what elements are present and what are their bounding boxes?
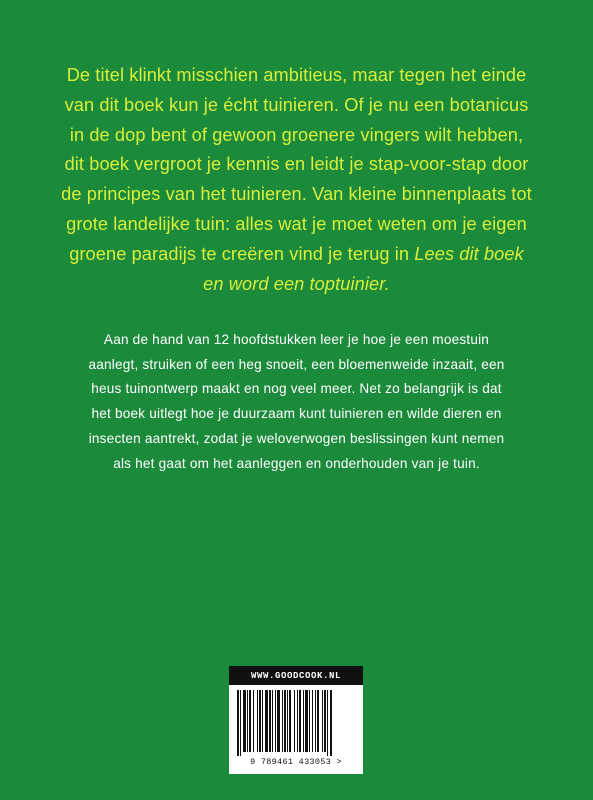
barcode-bar	[322, 690, 323, 752]
barcode-bar	[282, 690, 283, 752]
barcode-bar	[240, 690, 241, 756]
blurb-text: De titel klinkt misschien ambitieus, maar tegen het einde van dit boek kun je écht tuinieren. Of je nu een botanicus in de dop bent of gewoon groenere vingers wilt hebben, dit boek vergroot je kennis en leidt je stap-voor-stap door de principes van het tuinieren. Van kleine binnenplaats tot grote landelijke tuin: alles wat je moet weten om je eigen groene paradijs te creëren vind je terug in	[61, 65, 532, 264]
blurb-paragraph	[60, 61, 533, 299]
barcode-bar	[297, 690, 298, 752]
description	[86, 328, 507, 476]
blurb	[60, 61, 533, 299]
barcode-bar	[265, 690, 268, 752]
barcode-bar	[275, 690, 276, 752]
barcode-bar	[277, 690, 280, 752]
barcode-label	[229, 666, 363, 774]
barcode-bar	[330, 690, 332, 756]
barcode-bar	[289, 690, 291, 752]
isbn-barcode	[229, 690, 363, 764]
description-paragraph: Aan de hand van 12 hoofdstukken leer je hoe je een moestuin aanlegt, struiken of een heg snoeit, een bloemenweide inzaait, een heus tuinontwerp maakt en nog veel meer. Net zo belangrijk is dat het boek uitlegt hoe je duurzaam kunt tuinieren en wilde dieren en insecten aantrekt, zodat je weloverwogen beslissingen kunt nemen als het gaat om het aanleggen en onderhouden van je tuin.	[88, 332, 505, 471]
barcode-bar	[249, 690, 251, 752]
barcode-bar	[315, 690, 316, 752]
barcode-bar	[262, 690, 263, 752]
barcode-bar	[294, 690, 295, 752]
barcode-bar	[247, 690, 248, 752]
barcode-bar	[269, 690, 271, 752]
barcode-bar	[299, 690, 301, 752]
barcode-bar	[259, 690, 261, 752]
barcode-bar	[272, 690, 273, 752]
barcode-bar	[257, 690, 258, 752]
barcode-bar	[284, 690, 286, 752]
barcode-bar	[312, 690, 313, 752]
book-title-italic: Lees dit boek en word een toptuinier.	[203, 243, 524, 294]
barcode-bar	[317, 690, 319, 752]
barcode-bar	[303, 690, 304, 752]
barcode-bar	[243, 690, 246, 752]
isbn-digits: 9 789461 433053 >	[250, 757, 342, 767]
website-url: WWW.GOODCOOK.NL	[229, 666, 363, 685]
barcode-bar	[253, 690, 254, 752]
barcode-bar	[324, 690, 326, 752]
barcode-bar	[287, 690, 288, 752]
barcode-bar	[237, 690, 239, 756]
barcode-bar	[305, 690, 308, 752]
barcode-bar	[309, 690, 310, 752]
barcode-bar	[327, 690, 328, 756]
